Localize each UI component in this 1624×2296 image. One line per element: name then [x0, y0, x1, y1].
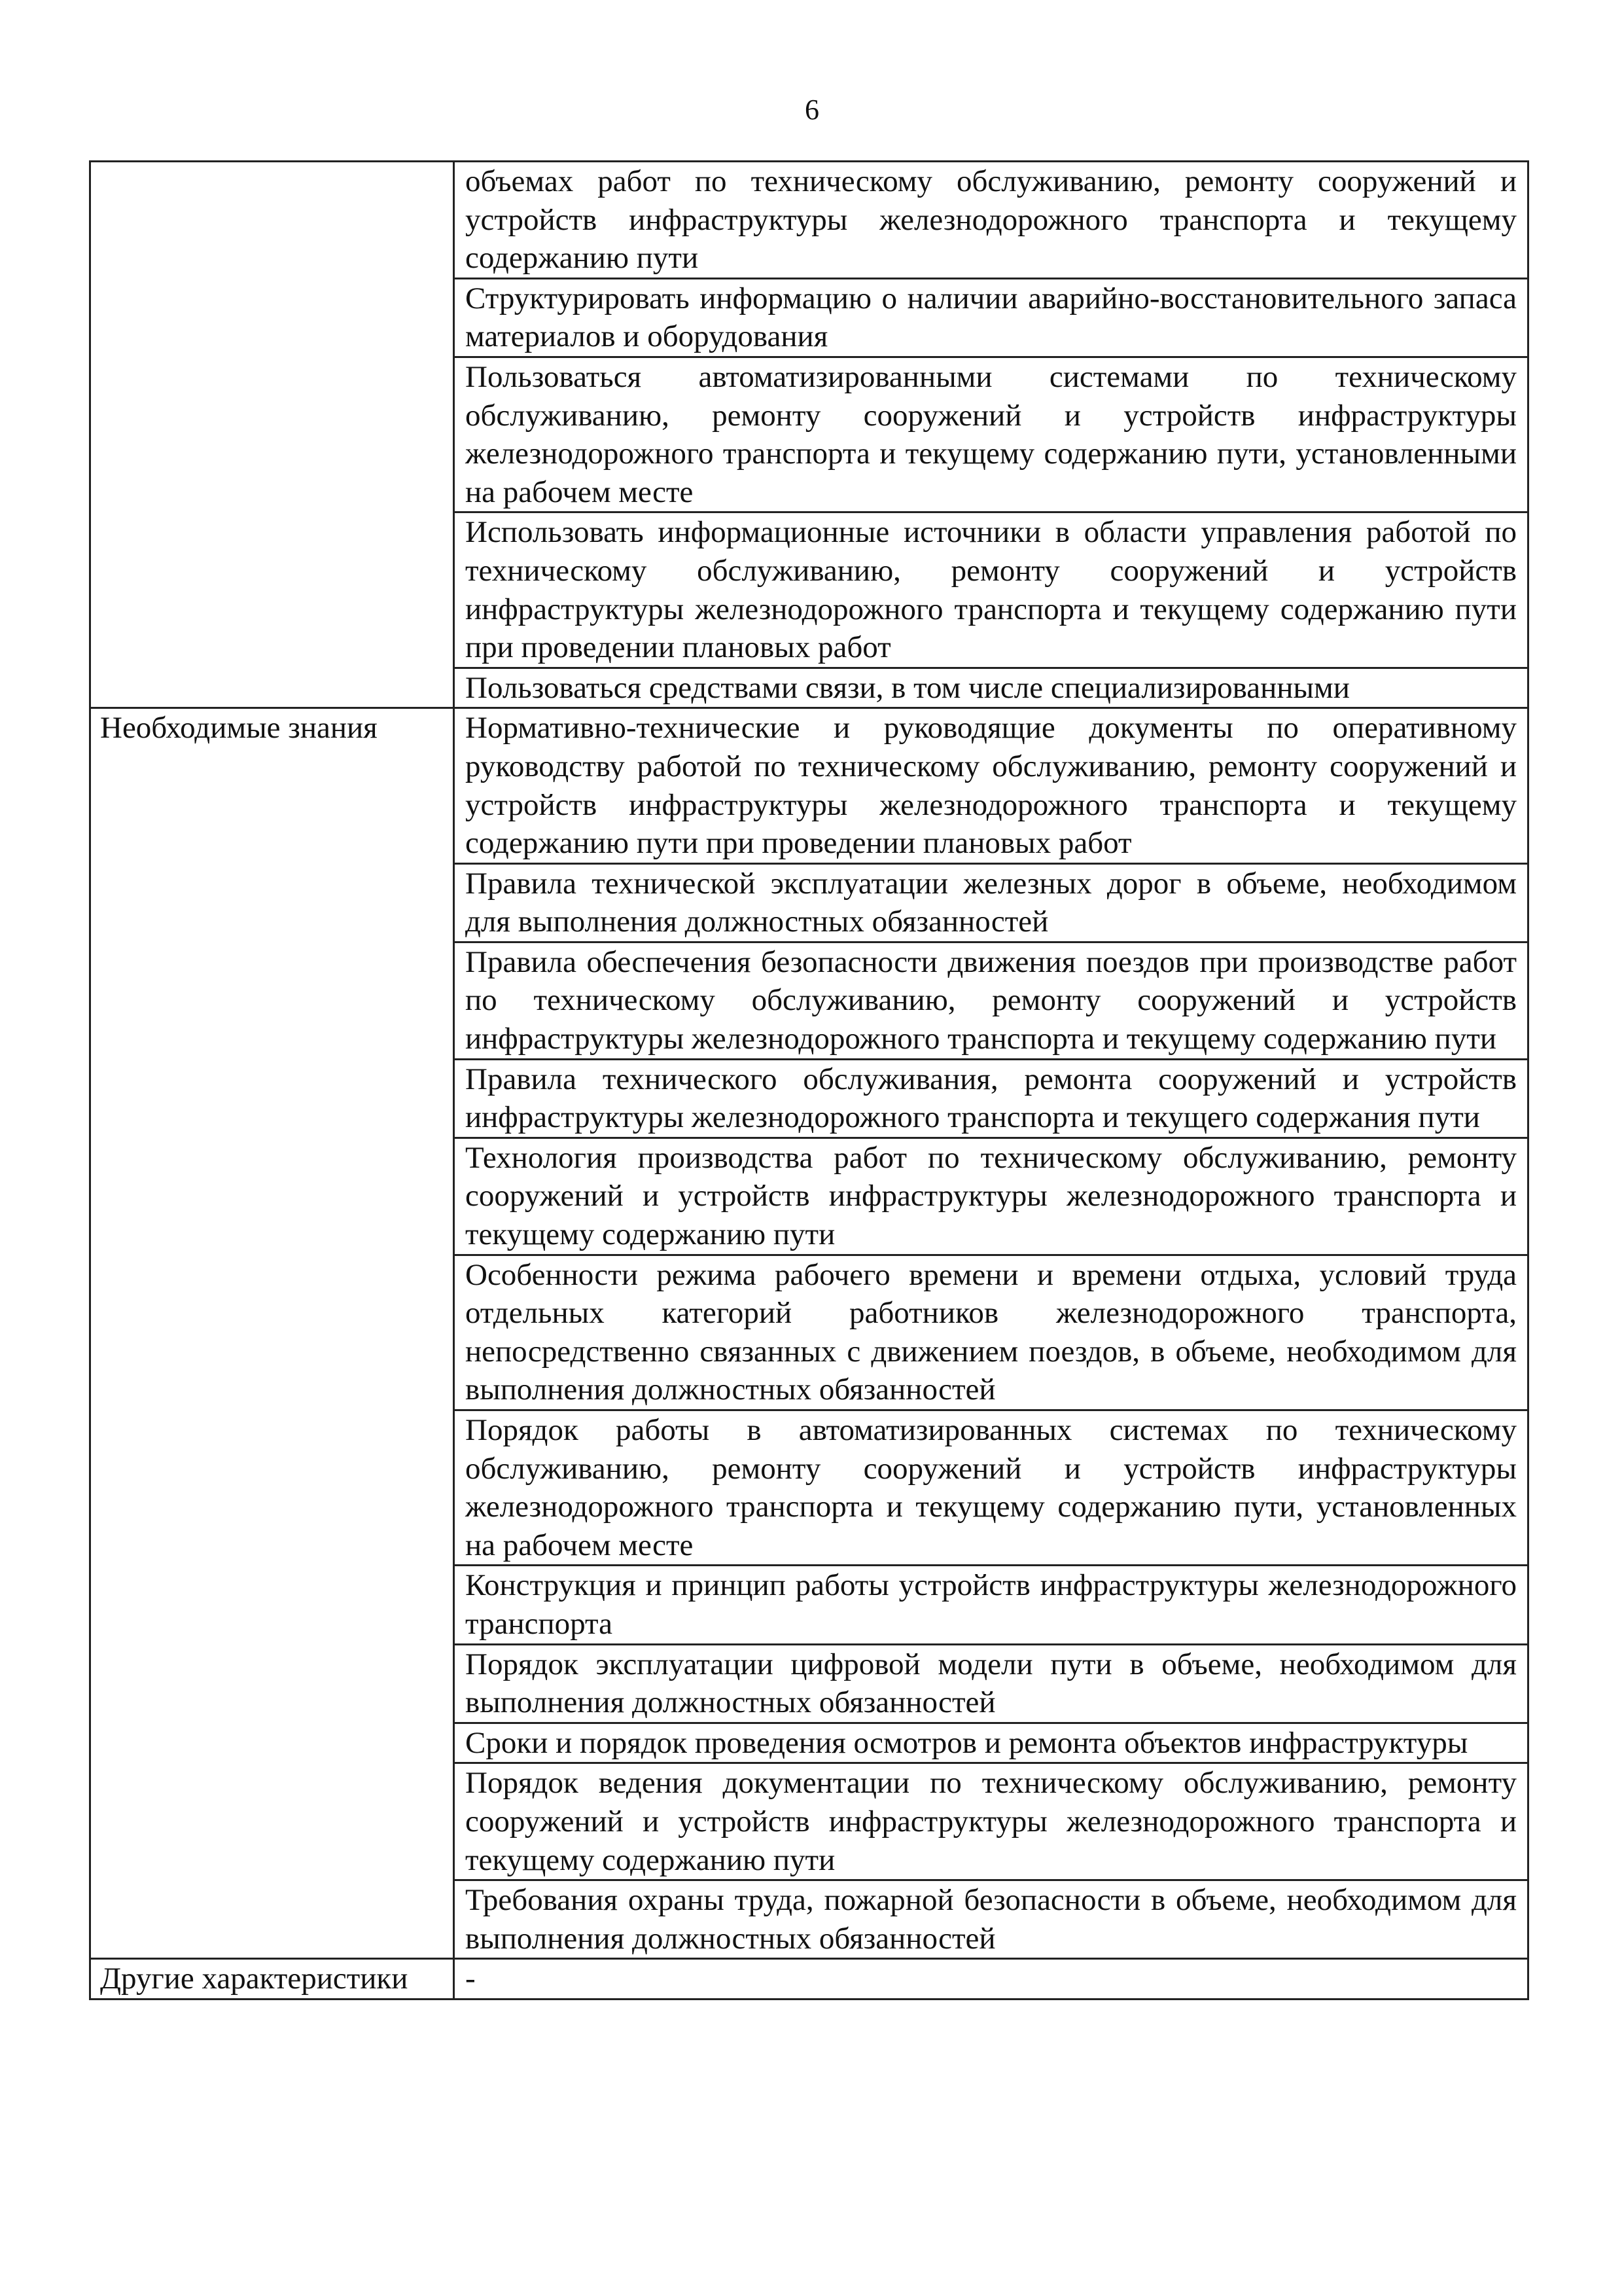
requirement-item: Порядок эксплуатации цифровой модели пути в объеме, необходимом для выполнения должностных обязанностей	[454, 1644, 1528, 1723]
requirement-item: Правила обеспечения безопасности движения поездов при производстве работ по техническому обслуживанию, ремонту сооружений и устройств инфраструктуры железнодорожного транспорта и текущему содержанию пути	[454, 942, 1528, 1059]
row-label-cell: Необходимые знания	[90, 708, 454, 1959]
table-row	[90, 1959, 1528, 2000]
requirement-item: Сроки и порядок проведения осмотров и ремонта объектов инфраструктуры	[454, 1723, 1528, 1763]
requirement-item: Порядок работы в автоматизированных системах по техническому обслуживанию, ремонту сооружений и устройств инфраструктуры железнодорожного транспорта и текущему содержанию пути, установленных на рабочем месте	[454, 1410, 1528, 1566]
table-row	[90, 708, 1528, 863]
page-number: 6	[805, 94, 819, 126]
requirement-item: Порядок ведения документации по техническому обслуживанию, ремонту сооружений и устройств инфраструктуры железнодорожного транспорта и текущему содержанию пути	[454, 1763, 1528, 1880]
requirement-item: Правила технического обслуживания, ремонта сооружений и устройств инфраструктуры железнодорожного транспорта и текущего содержания пути	[454, 1059, 1528, 1138]
requirement-item: Пользоваться автоматизированными системами по техническому обслуживанию, ремонту сооружений и устройств инфраструктуры железнодорожного транспорта и текущему содержанию пути, установленными на рабочем месте	[454, 357, 1528, 512]
requirement-item: Правила технической эксплуатации железных дорог в объеме, необходимом для выполнения должностных обязанностей	[454, 863, 1528, 942]
requirement-item: Особенности режима рабочего времени и времени отдыха, условий труда отдельных категорий работников железнодорожного транспорта, непосредственно связанных с движением поездов, в объеме, необходимом для выполнения должностных обязанностей	[454, 1255, 1528, 1410]
row-label-cell: Другие характеристики	[90, 1959, 454, 2000]
requirement-item: Нормативно-технические и руководящие документы по оперативному руководству работой по техническому обслуживанию, ремонту сооружений и устройств инфраструктуры железнодорожного транспорта и текущему содержанию пути при проведении плановых работ	[454, 708, 1528, 863]
requirements-table-body	[90, 162, 1528, 2000]
table-row	[90, 162, 1528, 279]
requirement-item: Использовать информационные источники в области управления работой по техническому обслуживанию, ремонту сооружений и устройств инфраструктуры железнодорожного транспорта и текущему содержанию пути при проведении плановых работ	[454, 512, 1528, 668]
requirement-item: Технология производства работ по техническому обслуживанию, ремонту сооружений и устройств инфраструктуры железнодорожного транспорта и текущему содержанию пути	[454, 1138, 1528, 1255]
requirement-item: Структурировать информацию о наличии аварийно-восстановительного запаса материалов и оборудования	[454, 278, 1528, 357]
requirements-table	[89, 160, 1529, 2000]
requirement-item: объемах работ по техническому обслуживанию, ремонту сооружений и устройств инфраструктуры железнодорожного транспорта и текущему содержанию пути	[454, 162, 1528, 279]
requirement-item: -	[454, 1959, 1528, 2000]
requirement-item: Конструкция и принцип работы устройств инфраструктуры железнодорожного транспорта	[454, 1566, 1528, 1644]
requirement-item: Пользоваться средствами связи, в том числе специализированными	[454, 668, 1528, 708]
requirement-item: Требования охраны труда, пожарной безопасности в объеме, необходимом для выполнения должностных обязанностей	[454, 1880, 1528, 1959]
row-label-cell	[90, 162, 454, 708]
